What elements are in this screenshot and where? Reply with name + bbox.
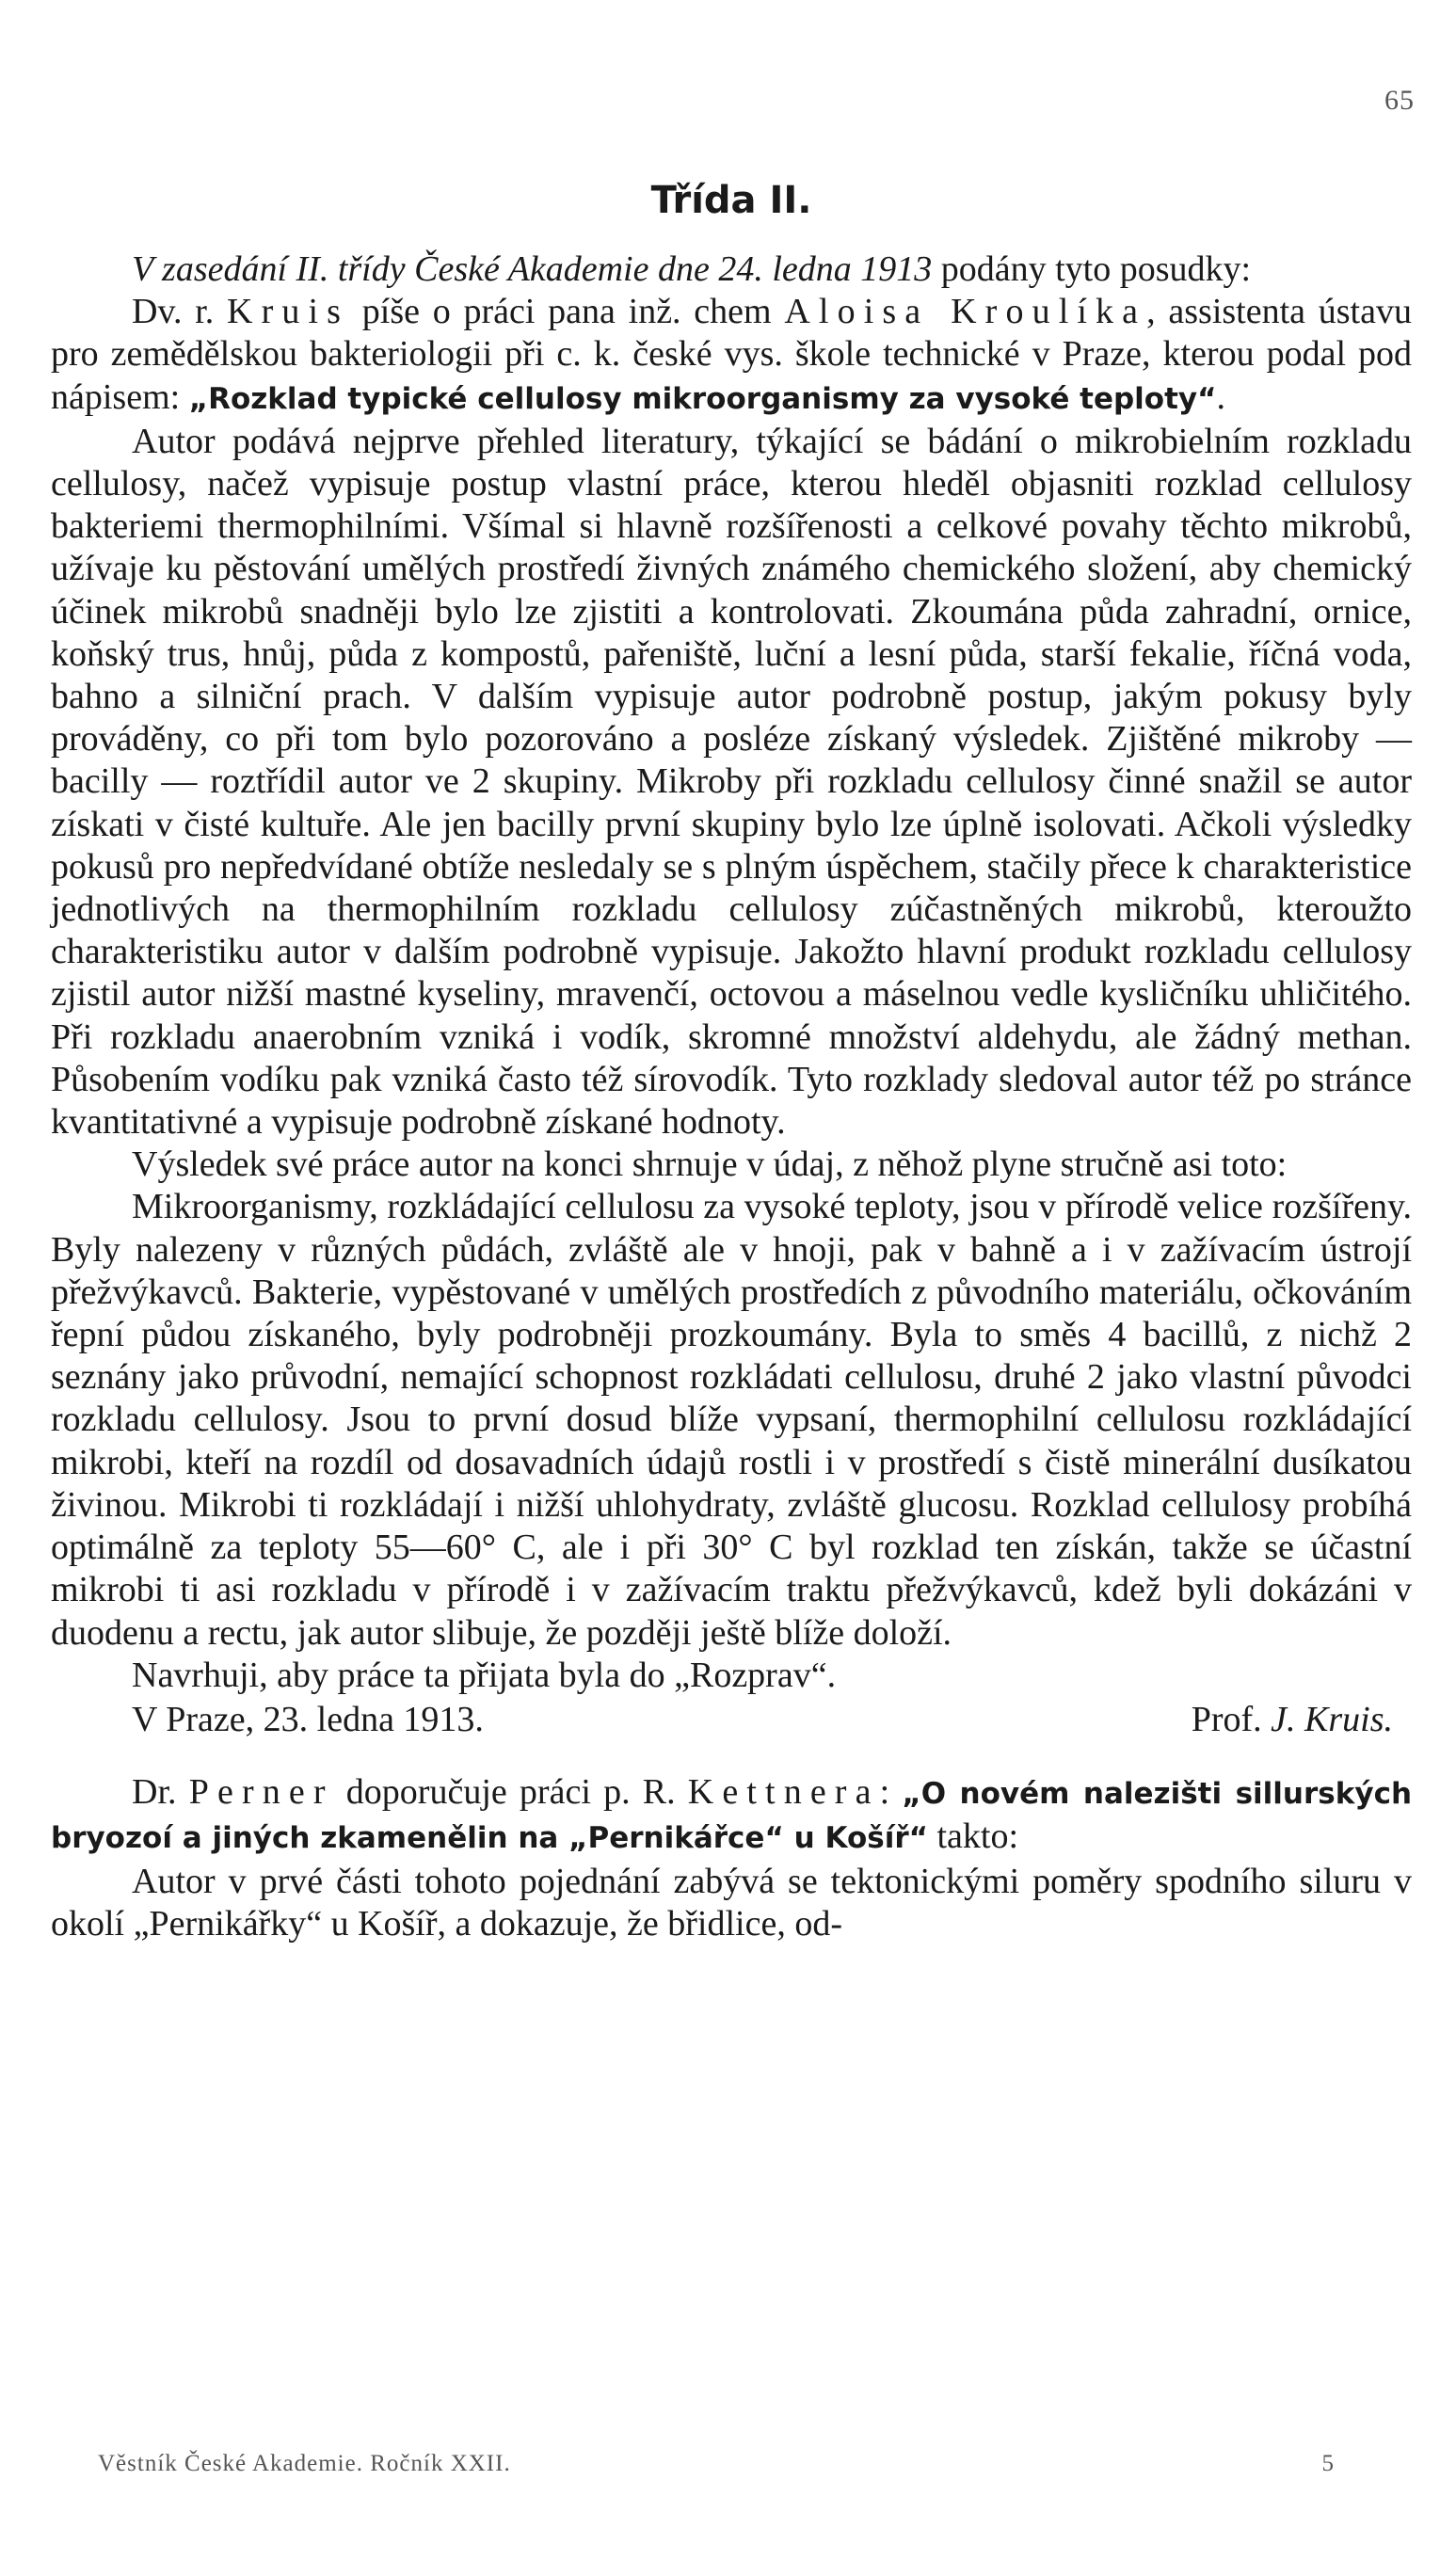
review1-paragraph-4: Navrhuji, aby práce ta přijata byla do „Rozprav“. bbox=[132, 1655, 837, 1695]
review1-signature-title: Prof. bbox=[1191, 1699, 1272, 1739]
review2-lead-paragraph bbox=[51, 1771, 1412, 1860]
review2-paragraph-1: Autor v prvé části tohoto pojednání zabývá se tektonickými poměry spodního siluru v okolí „Pernikářky“ u Košíř, a dokazuje, že břidlice, od- bbox=[51, 1861, 1412, 1944]
section-heading: Třída II. bbox=[650, 179, 812, 222]
footer-journal: Věstník České Akademie. Ročník XXII. bbox=[98, 2451, 511, 2476]
review1-lead-paragraph bbox=[51, 291, 1412, 421]
review1-author-name: Aloisa Kroulíka bbox=[784, 292, 1147, 332]
review1-work-title: „Rozklad typické cellulosy mikroorganismy za vysoké teploty“ bbox=[188, 381, 1217, 416]
review1-middle: , assistenta ústavu pro zemědělskou bakteriologii při c. k. české vys. škole technické v Praze, kterou podal pod nápisem: bbox=[51, 292, 1412, 417]
review1-reviewer-title: Dv. r. bbox=[132, 292, 228, 332]
review1-signature-name: J. Kruis. bbox=[1271, 1699, 1393, 1739]
intro-italic: V zasedání II. třídy České Akademie dne 24. ledna 1913 bbox=[132, 249, 933, 289]
review2-author-name: Kettnera bbox=[687, 1772, 880, 1813]
intro-text: podány tyto posudky: bbox=[932, 249, 1252, 289]
review1-place-date: V Praze, 23. ledna 1913. bbox=[132, 1699, 484, 1739]
review1-lead: píše o práci pana inž. chem bbox=[349, 292, 785, 332]
review2-lead: doporučuje práci p. R. bbox=[333, 1772, 688, 1813]
review1-signature bbox=[1192, 1699, 1393, 1741]
review1-paragraph-3: Mikroorganismy, rozkládající cellulosu za vysoké teploty, jsou v přírodě velice rozšířeny. Byly nalezeny v různých půdách, zvláště ale v hnoji, pak v bahně a i v zažívacím ústrojí přežvýkavců. Bakterie, vypěstované v umělých prostředích z původního materiálu, očkováním řepní půdou získaného, byly podrobněji prozkoumány. Byla to směs 4 bacillů, z nichž 2 seznány jako průvodní, nemající schopnost rozkládati cellulosu, druhé 2 jako vlastní původci rozkladu cellulosy. Jsou to první dosud blíže vypsaní, thermophilní cellulosu rozkládající mikrobi, kteří na rozdíl od dosavadních údajů rostli i v prostředí s čistě minerální dusíkatou živinou. Mikrobi ti rozkládají i nižší uhlohydraty, zvláště glucosu. Rozklad cellulosy probíhá optimálně za teploty 55—60° C, ale i při 30° C byl rozklad ten získán, takže se účastní mikrobi ti asi rozkladu v přírodě i v zažívacím traktu přežvýkavců, kdež byli dokázáni v duodenu a rectu, jak autor slibuje, že později ještě blíže doloží. bbox=[51, 1187, 1412, 1653]
review2-reviewer-title: Dr. bbox=[132, 1772, 189, 1813]
review1-paragraph-2: Výsledek své práce autor na konci shrnuje v údaj, z něhož plyne stručně asi toto: bbox=[132, 1144, 1288, 1185]
page-content bbox=[51, 179, 1412, 1945]
review1-paragraph-1: Autor podává nejprve přehled literatury, týkající se bádání o mikrobielním rozkladu cellulosy, načež vypisuje postup vlastní práce, kterou hleděl objasniti rozklad cellulosy bakteriemi thermophilními. Všímal si hlavně rozšířenosti a celkové povahy těchto mikrobů, užívaje ku pěstování umělých prostředí živných známého chemického složení, aby chemický účinek mikrobů snadněji bylo lze zjistiti a kontrolovati. Zkoumána půda zahradní, ornice, koňský trus, hnůj, půda z kompostů, pařeniště, luční a lesní půda, starší fekalie, říčná voda, bahno a silniční prach. V dalším vypisuje autor podrobně postup, jakým pokusy byly prováděny, co při tom bylo pozorováno a posléze získaný výsledek. Zjištěné mikroby — bacilly — roztřídil autor ve 2 skupiny. Mikroby při rozkladu cellulosy činné snažil se autor získati v čisté kultuře. Ale jen bacilly první skupiny bylo lze úplně isolovati. Ačkoli výsledky pokusů pro nepředvídané obtíže nesledaly se s plným úspěchem, stačily přece k charakteristice jednotlivých na thermophilním rozkladu cellulosy zúčastněných mikrobů, kteroužto charakteristiku autor v dalším podrobně vypisuje. Jakožto hlavní produkt rozkladu cellulosy zjistil autor nižší mastné kyseliny, mravenčí, octovou a máselnou vedle kysličníku uhličitého. Při rozkladu anaerobním vzniká i vodík, skromné množství aldehydu, ale žádný methan. Působením vodíku pak vzniká často též sírovodík. Tyto rozklady sledoval autor též po stránce kvantitativné a vypisuje podrobně získané hodnoty. bbox=[51, 421, 1412, 1143]
page-footer bbox=[98, 2451, 1334, 2477]
intro-paragraph bbox=[51, 248, 1412, 291]
review2-reviewer-name: Perner bbox=[188, 1772, 334, 1813]
review2-colon: : bbox=[879, 1772, 903, 1813]
review1-reviewer-name: Kruis bbox=[227, 292, 350, 332]
review1-signature-line bbox=[51, 1699, 1412, 1741]
review2-work-title: „O novém nalezišti sillurských bryozoí a jiných zkamenělin na „Pernikářce“ u Košíř“ bbox=[51, 1777, 1413, 1856]
page-number: 65 bbox=[1384, 85, 1415, 116]
review2-end: takto: bbox=[927, 1816, 1019, 1857]
footer-sheet-number: 5 bbox=[1321, 2451, 1334, 2476]
review1-end: . bbox=[1216, 376, 1225, 417]
